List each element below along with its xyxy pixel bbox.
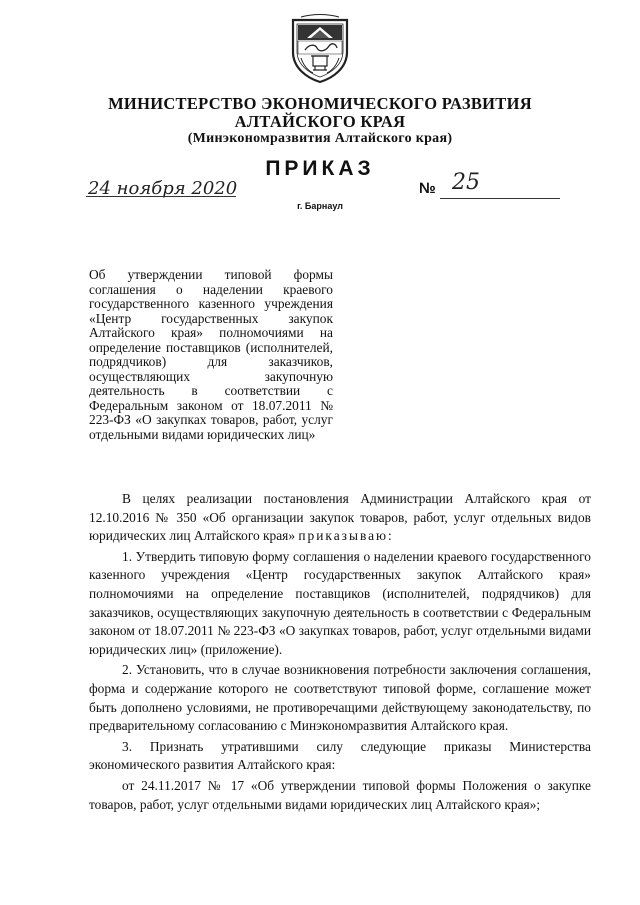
city-label: г. Барнаул bbox=[297, 201, 343, 211]
number-underline bbox=[440, 198, 560, 199]
order-number-label: № bbox=[419, 180, 436, 197]
ministry-name-line2: АЛТАЙСКОГО КРАЯ bbox=[234, 112, 406, 131]
preamble-paragraph bbox=[89, 490, 591, 546]
ministry-short-name: (Минэкономразвития Алтайского края) bbox=[187, 131, 453, 146]
order-body bbox=[89, 490, 591, 816]
order-date: 24 ноября 2020 bbox=[88, 178, 238, 199]
date-underline bbox=[86, 196, 236, 197]
item-1: 1. Утвердить типовую форму соглашения о наделении краевого государственного казенного учреждения «Центр государственных закупок Алтайского края» полномочиями на определение поставщиков (исполнителей, подрядчиков) для заказчиков, осуществляющих закупочную деятельность в соответствии с Федеральным законом от 18.07.2011 № 223-ФЗ «О закупках товаров, работ, услуг отдельными видами юридических лиц» (приложение). bbox=[89, 548, 591, 657]
order-word: приказываю: bbox=[298, 528, 394, 544]
ministry-name-line1: МИНИСТЕРСТВО ЭКОНОМИЧЕСКОГО РАЗВИТИЯ bbox=[108, 94, 532, 113]
item-3: 3. Признать утратившими силу следующие приказы Министерства экономического развития Алтайского края: bbox=[89, 738, 591, 773]
preamble-text: В целях реализации постановления Администрации Алтайского края от 12.10.2016 № 350 «Об организации закупок товаров, работ, услуг отдельных видов юридических лиц Алтайского края» bbox=[89, 491, 591, 544]
item-3-sub-1: от 24.11.2017 № 17 «Об утверждении типовой формы Положения о закупке товаров, работ, услуг отдельными видами юридических лиц Алтайского края»; bbox=[89, 777, 591, 812]
item-2: 2. Установить, что в случае возникновения потребности заключения соглашения, форма и содержание которого не соответствуют типовой форме, соглашение может быть дополнено условиями, не противоречащими действующему законодательству, по предварительному согласованию с Минэкономразвития Алтайского края. bbox=[89, 662, 591, 734]
order-number: 25 bbox=[452, 170, 480, 195]
document-title: ПРИКАЗ bbox=[265, 157, 375, 180]
coat-of-arms-icon bbox=[289, 14, 351, 84]
order-subject: Об утверждении типовой формы соглашения о наделении краевого государственного казенного учреждения «Центр государственных закупок Алтайского края» полномочиями на определение поставщиков (исполнителей, подрядчиков) для заказчиков, осуществляющих закупочную деятельность в соответствии с Федеральным законом от 18.07.2011 № 223-ФЗ «О закупках товаров, работ, услуг отдельными видами юридических лиц» bbox=[89, 267, 333, 442]
